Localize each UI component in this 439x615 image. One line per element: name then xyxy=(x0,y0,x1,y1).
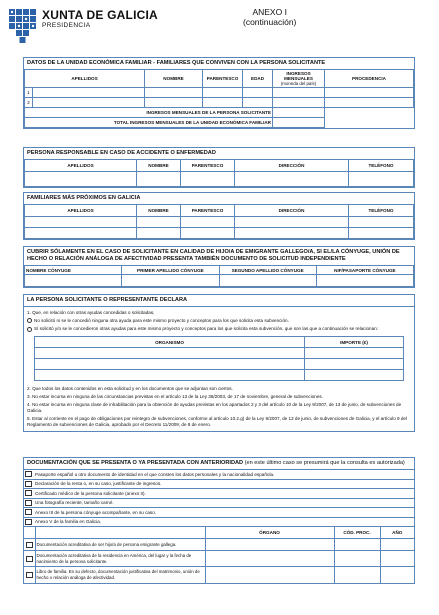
col-importe: IMPORTE (€) xyxy=(305,337,404,348)
declaration-section xyxy=(23,294,415,432)
income-label: INGRESOS MENSUALES DE LA PERSONA SOLICITANTE xyxy=(25,108,273,118)
input-cell[interactable] xyxy=(334,551,380,567)
input-cell[interactable] xyxy=(380,551,414,567)
input-cell[interactable] xyxy=(243,98,273,108)
col-organo: ÓRGANO xyxy=(205,527,334,539)
input-cell[interactable] xyxy=(235,172,349,187)
option-b xyxy=(24,325,414,333)
col-parentesco: PARENTESCO xyxy=(181,160,235,172)
col-apellidos: APELLIDOS xyxy=(25,70,145,88)
input-cell[interactable] xyxy=(380,567,414,583)
document-item xyxy=(24,469,414,479)
document-checkbox[interactable] xyxy=(26,556,33,562)
document-label: Certificado médico de la persona solicitante (anexo II). xyxy=(35,490,146,496)
col-nombre-conyuge: NOMBRE CÓNYUGE xyxy=(25,266,122,275)
document-checkbox[interactable] xyxy=(25,490,32,496)
input-cell[interactable] xyxy=(334,567,380,583)
col-ano: AÑO xyxy=(380,527,414,539)
col-organismo: ORGANISMO xyxy=(35,337,305,348)
family-section-title: DATOS DE LA UNIDAD ECONÓMICA FAMILIAR - FAMILIARES QUE CONVIVEN CON LA PERSONA SOLICITANTE xyxy=(27,60,326,66)
input-cell[interactable] xyxy=(325,98,414,108)
documents-title: DOCUMENTACIÓN QUE SE PRESENTA O YA PRESENTADA CON ANTERIORIDAD xyxy=(27,460,244,466)
responsible-table xyxy=(24,159,414,187)
table-row xyxy=(25,275,414,287)
document-item xyxy=(24,507,414,517)
input-cell[interactable] xyxy=(334,539,380,551)
col-nombre: NOMBRE xyxy=(145,70,203,88)
document-checkbox[interactable] xyxy=(25,500,32,506)
relatives-section xyxy=(23,192,415,240)
input-cell[interactable] xyxy=(235,217,349,228)
col-nif: NIF/PASAPORTE CÓNYUGE xyxy=(316,266,413,275)
annex-title xyxy=(243,7,296,27)
total-input[interactable] xyxy=(273,118,325,128)
col-segundo-apellido: SEGUNDO APELLIDO CÓNYUGE xyxy=(219,266,316,275)
col-direccion: DIRECCIÓN xyxy=(235,205,349,217)
input-cell[interactable] xyxy=(137,217,181,228)
col-nombre: NOMBRE xyxy=(137,205,181,217)
input-cell[interactable] xyxy=(122,275,219,287)
col-primer-apellido: PRIMER APELLIDO CÓNYUGE xyxy=(122,266,219,275)
input-cell[interactable] xyxy=(145,98,203,108)
document-label: Pasaporte español u otro documento de identidad en el que consten los datos personales y la nacionalidad española. xyxy=(35,471,275,477)
col-ingresos-label: INGRESOS MENSUALES xyxy=(284,71,313,81)
relatives-section-title: FAMILIARES MÁS PRÓXIMOS EN GALICIA xyxy=(27,195,141,201)
input-cell[interactable] xyxy=(349,172,414,187)
family-table xyxy=(24,69,414,128)
col-telefono: TELÉFONO xyxy=(349,160,414,172)
responsible-section xyxy=(23,147,415,188)
input-cell[interactable] xyxy=(380,539,414,551)
table-row xyxy=(25,228,414,239)
input-cell[interactable] xyxy=(305,370,404,381)
relatives-table xyxy=(24,204,414,239)
input-cell[interactable] xyxy=(33,98,145,108)
input-cell[interactable] xyxy=(235,228,349,239)
org-subtitle: PRESIDENCIA xyxy=(42,22,91,29)
input-cell[interactable] xyxy=(145,88,203,98)
col-ingresos-note: (moneda del país) xyxy=(280,81,317,86)
spouse-section xyxy=(23,246,415,288)
input-cell[interactable] xyxy=(137,172,181,187)
total-label: TOTAL INGRESOS MENSUALES DE LA UNIDAD ECONÓMICA FAMILIAR xyxy=(25,118,273,128)
documents-section xyxy=(23,457,415,584)
document-label: Libro de familia. En su defecto, documentación justificativa del matrimonio, unión de hecho o relación análoga de afectividad. xyxy=(35,567,205,583)
col-nombre: NOMBRE xyxy=(137,160,181,172)
document-item xyxy=(24,498,414,508)
document-label: Documentación acreditativa de la residencia en América, del lugar y la fecha de nacimiento de la persona solicitante. xyxy=(35,551,205,567)
declaration-item-1: 1. Que, en relación con otras ayudas concedidas o solicitadas, xyxy=(27,310,155,315)
input-cell[interactable] xyxy=(203,98,243,108)
documents-table xyxy=(24,526,414,583)
input-cell[interactable] xyxy=(205,539,334,551)
input-cell[interactable] xyxy=(181,217,235,228)
org-name: XUNTA DE GALICIA xyxy=(42,8,158,22)
table-row xyxy=(25,98,414,108)
col-direccion: DIRECCIÓN xyxy=(235,160,349,172)
income-input[interactable] xyxy=(273,108,325,118)
annex-line-1: ANEXO I xyxy=(252,7,287,17)
col-apellidos: APELLIDOS xyxy=(25,205,137,217)
spouse-section-title: CUBRIR SÓLAMENTE EN EL CASO DE SOLICITANTE EN CALIDAD DE HIJO/A DE EMIGRANTE GALLEGO/A, SI EL/LA CÓNYUGE, UNIÓN DE HECHO O RELACIÓN ANÁLOGA DE AFECTIVIDAD PRESENTA TAMBIÉN DOCUMENTO DE SOLICITUD INDEPENDIENTE xyxy=(27,249,400,262)
declaration-item-4: 4. No estar incursa en ninguna clase de inhabilitación para la obtención de ayudas previstas en los apartados 2 y 3 del artículo 10 de la Ley 9/2007, de 13 de junio, de subvenciones de Galicia. xyxy=(27,402,402,413)
input-cell[interactable] xyxy=(181,172,235,187)
input-cell[interactable] xyxy=(25,228,137,239)
input-cell[interactable] xyxy=(205,551,334,567)
input-cell[interactable] xyxy=(25,172,137,187)
table-row xyxy=(25,217,414,228)
col-parentesco: PARENTESCO xyxy=(203,70,243,88)
col-ingresos xyxy=(273,70,325,88)
documents-title-note: (en este último caso se presumirá que la consulta es autorizada) xyxy=(244,460,405,466)
col-procedencia: PROCEDENCIA xyxy=(325,70,414,88)
declaration-item-3: 3. No estar incursa en ninguna de las circunstancias previstas en el artículo 13 de la Ley 38/2003, de 17 de noviembre, general de subvenciones. xyxy=(27,394,323,399)
document-item xyxy=(24,479,414,489)
table-row xyxy=(25,88,414,98)
col-cod-proc: CÓD. PROC. xyxy=(334,527,380,539)
document-label: Documentación acreditativa de ser hijo/a de persona emigrante gallega. xyxy=(35,539,205,551)
table-row xyxy=(25,172,414,187)
document-label: Anexo III de la persona cónyuge acompañante, en su caso. xyxy=(35,509,157,515)
input-cell[interactable] xyxy=(25,217,137,228)
document-checkbox[interactable] xyxy=(26,572,33,578)
col-telefono: TELÉFONO xyxy=(349,205,414,217)
col-apellidos: APELLIDOS xyxy=(25,160,137,172)
option-a xyxy=(24,317,414,325)
table-row xyxy=(24,567,414,583)
family-section xyxy=(23,57,415,129)
input-cell[interactable] xyxy=(181,228,235,239)
option-a-label: No solicitó ni se le concedió ninguna otra ayuda para este mismo proyecto y conceptos para los que solicita esta subvención. xyxy=(34,318,289,323)
xunta-logo-icon xyxy=(8,8,38,44)
input-cell[interactable] xyxy=(35,348,305,359)
option-b-radio[interactable] xyxy=(27,327,32,332)
input-cell[interactable] xyxy=(25,275,122,287)
input-cell[interactable] xyxy=(325,88,414,98)
input-cell[interactable] xyxy=(316,275,413,287)
input-cell[interactable] xyxy=(349,228,414,239)
col-parentesco: PARENTESCO xyxy=(181,205,235,217)
table-row xyxy=(35,370,404,381)
spouse-table xyxy=(24,265,414,287)
page-header xyxy=(8,4,432,50)
annex-line-2: (continuación) xyxy=(243,17,297,27)
document-label: Una fotografía reciente, tamaño carné. xyxy=(35,500,114,506)
documents-section-title xyxy=(24,458,414,469)
table-row xyxy=(24,551,414,567)
row-number: 2 xyxy=(25,98,33,108)
input-cell[interactable] xyxy=(35,370,305,381)
input-cell[interactable] xyxy=(349,217,414,228)
input-cell[interactable] xyxy=(203,88,243,98)
row-number: 1 xyxy=(25,88,33,98)
declaration-section-title: LA PERSONA SOLICITANTE O REPRESENTANTE DECLARA xyxy=(24,295,414,307)
input-cell[interactable] xyxy=(243,88,273,98)
table-row xyxy=(35,359,404,370)
input-cell[interactable] xyxy=(205,567,334,583)
table-row xyxy=(24,539,414,551)
document-checkbox[interactable] xyxy=(25,509,32,515)
input-cell[interactable] xyxy=(273,88,325,98)
declaration-item-5: 5. Estar al corriente en el pago de obligaciones por reintegro de subvenciones, conforme al artículo 10.2.g) de la Ley 9/2007, de 13 de junio, de subvenciones de Galicia, y el artículo 9 del Reglamento de subvenciones de Galicia, aprobado por el Decreto 11/2009, de 8 de enero. xyxy=(27,416,407,427)
document-item xyxy=(24,488,414,498)
option-a-radio[interactable] xyxy=(27,318,32,323)
input-cell[interactable] xyxy=(219,275,316,287)
document-label: Declaración de la renta o, en su caso, justificante de ingresos. xyxy=(35,481,162,487)
input-cell[interactable] xyxy=(305,348,404,359)
aid-table xyxy=(34,336,404,381)
input-cell[interactable] xyxy=(35,359,305,370)
col-edad: EDAD xyxy=(243,70,273,88)
declaration-item-2: 2. Que todos los datos contenidos en esta solicitud y en los documentos que se adjuntan son ciertos. xyxy=(27,386,233,391)
document-checkbox[interactable] xyxy=(26,542,33,548)
table-row xyxy=(35,348,404,359)
document-item xyxy=(24,517,414,527)
option-b-label: Sí solicitó y/o se le concedieron otras ayudas para este mismo proyecto y conceptos para los que solicita esta subvención, que son las que a continuación se relacionan: xyxy=(34,326,378,331)
document-checkbox[interactable] xyxy=(25,481,32,487)
responsible-section-title: PERSONA RESPONSABLE EN CASO DE ACCIDENTE O ENFERMEDAD xyxy=(27,150,216,156)
input-cell[interactable] xyxy=(137,228,181,239)
document-label: Anexo V de la familia en Galicia. xyxy=(35,519,102,525)
document-checkbox[interactable] xyxy=(25,519,32,525)
input-cell[interactable] xyxy=(33,88,145,98)
input-cell[interactable] xyxy=(273,98,325,108)
input-cell[interactable] xyxy=(305,359,404,370)
document-checkbox[interactable] xyxy=(25,471,32,477)
